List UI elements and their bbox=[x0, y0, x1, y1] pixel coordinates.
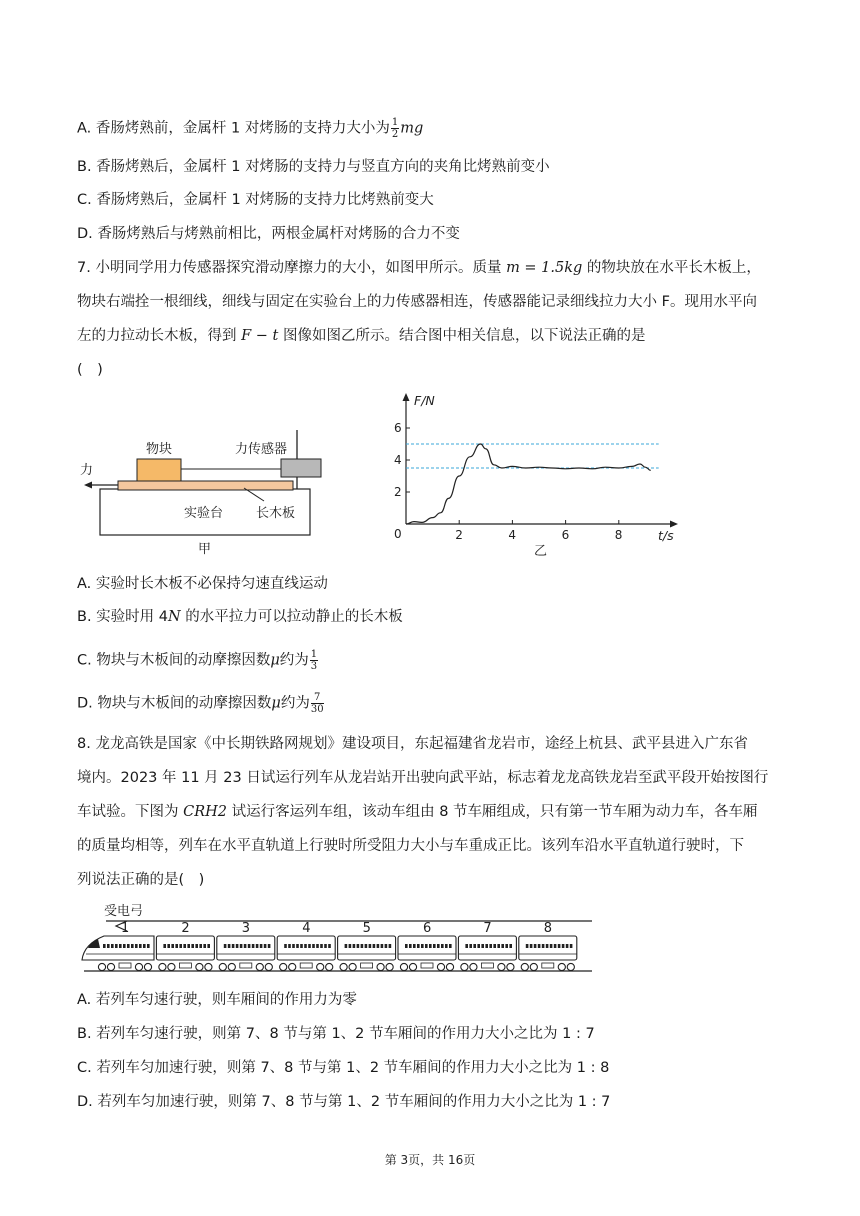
car-number: 4 bbox=[302, 921, 311, 936]
train-car bbox=[277, 936, 335, 971]
y-tick-label: 2 bbox=[394, 485, 402, 499]
q6-option-a bbox=[77, 117, 423, 140]
train-car bbox=[519, 936, 577, 971]
fraction: $\frac{7}{30}$ bbox=[310, 692, 324, 715]
fraction: $\frac{1}{3}$ bbox=[310, 649, 318, 672]
q7-option-a: A. 实验时长木板不必保持匀速直线运动 bbox=[77, 576, 328, 592]
car-number: 8 bbox=[543, 921, 553, 936]
caption-yi: 乙 bbox=[534, 544, 548, 559]
x-axis-label: t/s bbox=[658, 528, 674, 543]
q8-stem-line1: 8. 龙龙高铁是国家《中长期铁路网规划》建设项目，东起福建省龙岩市，途经上杭县、武平县进入广东省 bbox=[77, 736, 748, 752]
train-car bbox=[458, 936, 516, 971]
q7-stem-line2: 物块右端拴一根细线，细线与固定在实验台上的力传感器相连，传感器能记录细线拉力大小 F。现用水平向 bbox=[77, 294, 757, 310]
block bbox=[137, 459, 181, 481]
car-number: 1 bbox=[121, 921, 130, 936]
q7-bracket: ( ) bbox=[77, 362, 103, 378]
long-board bbox=[118, 481, 293, 490]
q8-option-a: A. 若列车匀速行驶，则车厢间的作用力为零 bbox=[77, 992, 357, 1008]
train-car bbox=[156, 936, 214, 971]
q7-stem-line1: 7. 小明同学用力传感器探究滑动摩擦力的大小，如图甲所示。质量 m = 1.5kg 的物块放在水平长木板上， bbox=[77, 260, 761, 276]
force-sensor bbox=[281, 459, 321, 477]
train-figure bbox=[80, 900, 600, 980]
q7-option-b: B. 实验时用 4N 的水平拉力可以拉动静止的长木板 bbox=[77, 609, 403, 625]
car-number: 7 bbox=[483, 921, 492, 936]
q8-stem-line3: 车试验。下图为 CRH2 试运行客运列车组，该动车组由 8 节车厢组成，只有第一节车厢为动力车，各车厢 bbox=[77, 804, 758, 820]
y-tick-label: 6 bbox=[394, 421, 402, 435]
x-axis-arrow bbox=[670, 521, 678, 528]
q8-option-c: C. 若列车匀加速行驶，则第 7、8 节与第 1、2 节车厢间的作用力大小之比为 1 : 8 bbox=[77, 1060, 610, 1076]
arrow-head bbox=[84, 482, 92, 489]
pantograph-label: 受电弓 bbox=[104, 904, 144, 919]
x-tick-label: 4 bbox=[508, 528, 517, 542]
label-block: 物块 bbox=[146, 442, 173, 457]
car-number: 2 bbox=[181, 921, 190, 936]
q6-option-c: C. 香肠烤熟后，金属杆 1 对烤肠的支持力比烤熟前变大 bbox=[77, 192, 434, 208]
fraction: $\frac{1}{2}$ bbox=[391, 117, 399, 140]
y-tick-label: 4 bbox=[394, 453, 402, 467]
q8-stem-line5: 列说法正确的是( ) bbox=[77, 872, 205, 888]
series-line bbox=[406, 444, 651, 524]
x-tick-label: 2 bbox=[455, 528, 463, 542]
ft-chart bbox=[390, 385, 700, 585]
q8-stem-line4: 的质量均相等，列车在水平直轨道上行驶时所受阻力大小与车重成正比。该列车沿水平直轨道行驶时，下 bbox=[77, 838, 744, 854]
train-car bbox=[82, 936, 154, 971]
q6-option-a-text: A. 香肠烤熟前，金属杆 1 对烤肠的支持力大小为 bbox=[77, 120, 390, 137]
q8-option-b: B. 若列车匀速行驶，则第 7、8 节与第 1、2 节车厢间的作用力大小之比为 1 : 7 bbox=[77, 1026, 595, 1042]
car-number: 6 bbox=[423, 921, 432, 936]
q6-option-b: B. 香肠烤熟后，金属杆 1 对烤肠的支持力与竖直方向的夹角比烤熟前变小 bbox=[77, 159, 550, 175]
x-tick-label: 6 bbox=[561, 528, 570, 542]
math-mg: mg bbox=[400, 120, 424, 137]
q7-stem-line3: 左的力拉动长木板，得到 F − t 图像如图乙所示。结合图中相关信息，以下说法正确的是 bbox=[77, 328, 646, 344]
car-number: 3 bbox=[241, 921, 251, 936]
q6-option-d: D. 香肠烤熟后与烤熟前相比，两根金属杆对烤肠的合力不变 bbox=[77, 226, 460, 242]
label-board: 长木板 bbox=[256, 506, 296, 521]
label-force: 力 bbox=[80, 463, 94, 478]
y-axis-arrow bbox=[403, 393, 410, 401]
origin-label: 0 bbox=[394, 527, 402, 541]
figure-apparatus bbox=[74, 425, 334, 560]
q8-stem-line2: 境内。2023 年 11 月 23 日试运行列车从龙岩站开出驶向武平站，标志着龙龙高铁龙岩至武平段开始按图行 bbox=[77, 770, 769, 786]
caption-jia: 甲 bbox=[198, 542, 212, 557]
x-tick-label: 8 bbox=[614, 528, 623, 542]
train-car bbox=[398, 936, 456, 971]
q7-option-d: D. 物块与木板间的动摩擦因数μ约为 $\frac{7}{30}$ bbox=[77, 692, 324, 715]
label-table: 实验台 bbox=[184, 506, 224, 521]
train-car bbox=[338, 936, 396, 971]
train-car bbox=[217, 936, 275, 971]
page-footer: 第 3页，共 16页 bbox=[384, 1153, 476, 1167]
label-sensor: 力传感器 bbox=[235, 442, 288, 457]
q8-option-d: D. 若列车匀加速行驶，则第 7、8 节与第 1、2 节车厢间的作用力大小之比为 1 : 7 bbox=[77, 1094, 611, 1110]
car-number: 5 bbox=[362, 921, 371, 936]
y-axis-label: F/N bbox=[414, 393, 435, 408]
q7-option-c: C. 物块与木板间的动摩擦因数μ约为 $\frac{1}{3}$ bbox=[77, 649, 318, 672]
